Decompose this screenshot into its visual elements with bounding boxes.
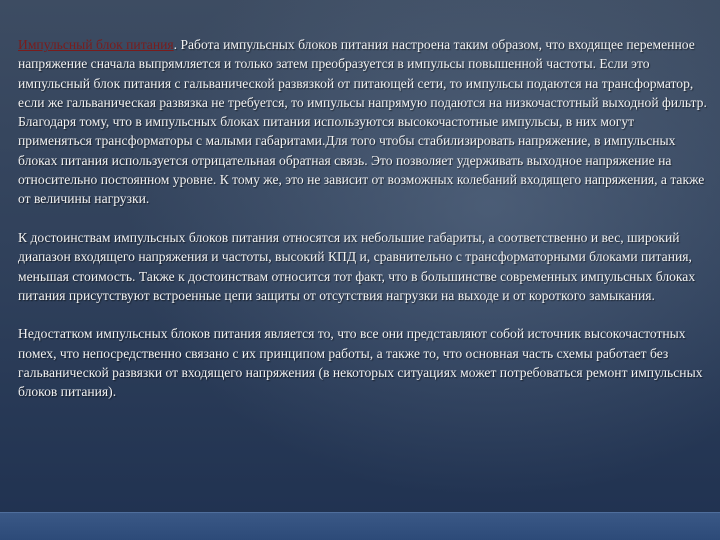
paragraph-intro-text: . Работа импульсных блоков питания настроена таким образом, что входящее переменное напряжение сначала выпрямляется и только затем преобразуется в импульсы повышенной частоты. Если это импульсный блок питания с гальванической развязкой от питающей сети, то импульсы подаются на трансформатор, если же гальваническая развязка не требуется, то импульсы напрямую подаются на низкочастотный выходной фильтр. Благодаря тому, что в импульсных блоках питания используются высокочастотные импульсы, в них могут применяться трансформаторы с малыми габаритами.Для того чтобы стабилизировать напряжение, в импульсных блоках питания используется отрицательная обратная связь. Это позволяет удерживать выходное напряжение на относительно постоянном уровне. К тому же, это не зависит от возможных колебаний входящего напряжения, а также от величины нагрузки. [18,37,707,207]
slide-body [18,35,708,421]
paragraph-advantages: К достоинствам импульсных блоков питания относятся их небольшие габариты, а соответственно и вес, широкий диапазон входящего напряжения и частоты, высокий КПД и, сравнительно с трансформаторными блоками питания, меньшая стоимость. Также к достоинствам относится тот факт, что в большинстве современных импульсных блоках питания присутствуют встроенные цепи защиты от отсутствия нагрузки на выходе и от короткого замыкания. [18,229,696,303]
paragraph-disadvantages: Недостатком импульсных блоков питания является то, что все они представляют собой источник высокочастотных помех, что непосредственно связано с их принципом работы, а также то, что основная часть схемы работает без гальванической развязки от входящего напряжения (в некоторых ситуациях может потребоваться ремонт импульсных блоков питания). [18,326,703,400]
term-link[interactable]: Импульсный блок питания [18,37,174,52]
paragraph-intro [18,35,708,209]
bottom-band [0,512,720,540]
